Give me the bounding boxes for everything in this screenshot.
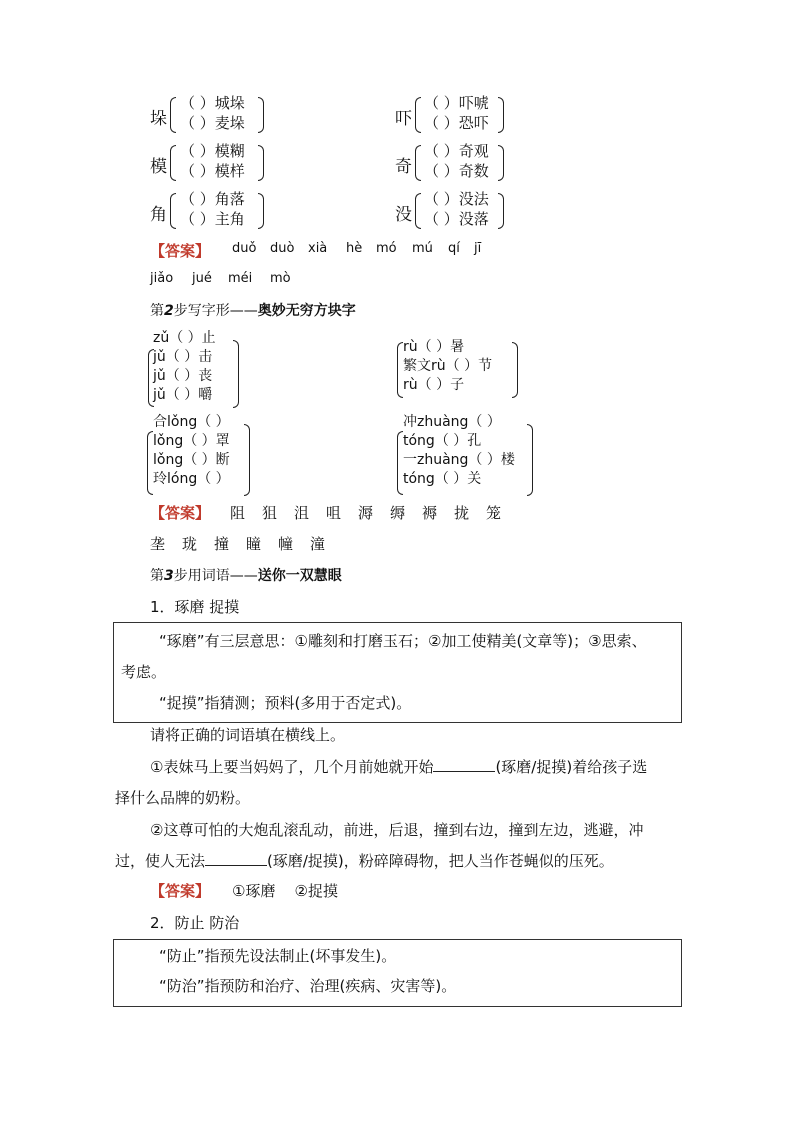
- group-row: （ ）恐吓: [424, 114, 489, 132]
- group-row: tóng（ ）孔: [403, 433, 482, 449]
- group-row: （ ）模糊: [180, 142, 245, 160]
- right-brace: [258, 193, 264, 229]
- answer-item: mú: [412, 241, 433, 256]
- answer-item: jiǎo: [150, 271, 174, 286]
- right-brace: [527, 424, 533, 496]
- question-line: ②这尊可怕的大炮乱滚乱动，前进，后退，撞到右边，撞到左边，逃避，冲: [150, 821, 644, 839]
- group-row: （ ）主角: [180, 210, 245, 228]
- group-row: （ ）吓唬: [424, 94, 489, 112]
- question-line: ①表妹马上要当妈妈了，几个月前她就开始 (琢磨/捉摸)着给孩子选: [150, 758, 648, 776]
- group-row: jǔ（ ）嚼: [153, 387, 213, 403]
- right-brace: [258, 97, 264, 133]
- question-line: 择什么品牌的奶粉。: [115, 789, 251, 807]
- group-row: rù（ ）子: [403, 377, 465, 393]
- group-row: （ ）麦垛: [180, 114, 245, 132]
- answer-blank[interactable]: [433, 757, 495, 772]
- right-brace: [233, 340, 239, 408]
- group-char: 角: [150, 205, 167, 225]
- answer-pinyin-line: [232, 241, 494, 256]
- item-title: 2．防止 防治: [150, 914, 240, 932]
- definition-line: “防止”指预先设法制止(坏事发生)。: [159, 947, 397, 965]
- right-brace: [498, 193, 504, 229]
- left-brace: [170, 97, 176, 133]
- definition-box: [113, 622, 682, 723]
- group-row: zǔ（ ）止: [153, 330, 216, 346]
- answer-item: xià: [308, 241, 328, 256]
- right-brace: [498, 145, 504, 181]
- question-line: 过，使人无法 (琢磨/捉摸)，粉碎障碍物，把人当作苍蝇似的压死。: [115, 852, 614, 870]
- right-brace: [498, 97, 504, 133]
- step3-title: 第3步用词语——送你一双慧眼: [150, 568, 342, 584]
- group-row: （ ）奇数: [424, 162, 489, 180]
- group-row: jǔ（ ）击: [153, 349, 213, 365]
- right-brace: [512, 342, 518, 398]
- group-row: 一zhuàng（ ）楼: [403, 452, 515, 468]
- answer-item: jué: [192, 271, 212, 286]
- group-row: （ ）城垛: [180, 94, 245, 112]
- answer-pinyin-line: [150, 271, 300, 286]
- group-char: 奇: [395, 157, 412, 177]
- definition-line: “捉摸”指猜测；预料(多用于否定式)。: [159, 694, 412, 712]
- instruction: 请将正确的词语填在横线上。: [150, 726, 346, 744]
- group-row: （ ）模样: [180, 162, 245, 180]
- group-row: 繁文rù（ ）节: [403, 358, 493, 374]
- left-brace: [415, 193, 421, 229]
- group-row: （ ）奇观: [424, 142, 489, 160]
- group-row: 玲lóng（ ）: [153, 471, 230, 487]
- right-brace: [258, 145, 264, 181]
- definition-line: “琢磨”有三层意思：①雕刻和打磨玉石；②加工使精美(文章等)；③思索、: [159, 632, 647, 650]
- answer-chars-line: 阻 狙 沮 咀 溽 缛 褥 拢 笼: [230, 504, 502, 522]
- answer-item: hè: [346, 241, 363, 256]
- answer-chars-line: 垄 珑 撞 瞳 幢 潼: [150, 535, 326, 553]
- answer-text: ①琢磨 ②捉摸: [232, 882, 338, 900]
- group-row: （ ）没落: [424, 210, 489, 228]
- group-char: 模: [150, 157, 167, 177]
- right-brace: [244, 424, 250, 496]
- left-brace: [170, 193, 176, 229]
- group-row: 冲zhuàng（ ）: [403, 414, 501, 430]
- answer-item: mó: [376, 241, 397, 256]
- left-brace: [415, 145, 421, 181]
- group-row: lǒng（ ）断: [153, 452, 230, 468]
- answer-item: duò: [270, 241, 295, 256]
- answer-item: méi: [228, 271, 253, 286]
- answer-label: 【答案】: [150, 242, 211, 260]
- group-row: tóng（ ）关: [403, 471, 482, 487]
- group-row: 合lǒng（ ）: [153, 414, 230, 430]
- answer-item: qí: [448, 241, 460, 256]
- definition-line: “防治”指预防和治疗、治理(疾病、灾害等)。: [159, 977, 457, 995]
- group-char: 垛: [150, 109, 167, 129]
- definition-line: 考虑。: [121, 663, 167, 681]
- answer-item: duǒ: [232, 241, 257, 256]
- left-brace: [170, 145, 176, 181]
- group-char: 没: [395, 205, 412, 225]
- group-row: （ ）没法: [424, 190, 489, 208]
- group-row: jǔ（ ）丧: [153, 368, 213, 384]
- answer-item: jī: [474, 241, 482, 256]
- group-row: lǒng（ ）罩: [153, 433, 230, 449]
- left-brace: [415, 97, 421, 133]
- definition-box: [113, 939, 682, 1007]
- item-title: 1．琢磨 捉摸: [150, 598, 240, 616]
- answer-blank[interactable]: [205, 851, 267, 866]
- answer-label: 【答案】: [150, 504, 211, 522]
- group-row: rù（ ）暑: [403, 339, 465, 355]
- step2-title: 第2步写字形——奥妙无穷方块字: [150, 303, 356, 319]
- answer-label: 【答案】: [150, 882, 211, 900]
- answer-item: mò: [270, 271, 291, 286]
- group-char: 吓: [395, 109, 412, 129]
- group-row: （ ）角落: [180, 190, 245, 208]
